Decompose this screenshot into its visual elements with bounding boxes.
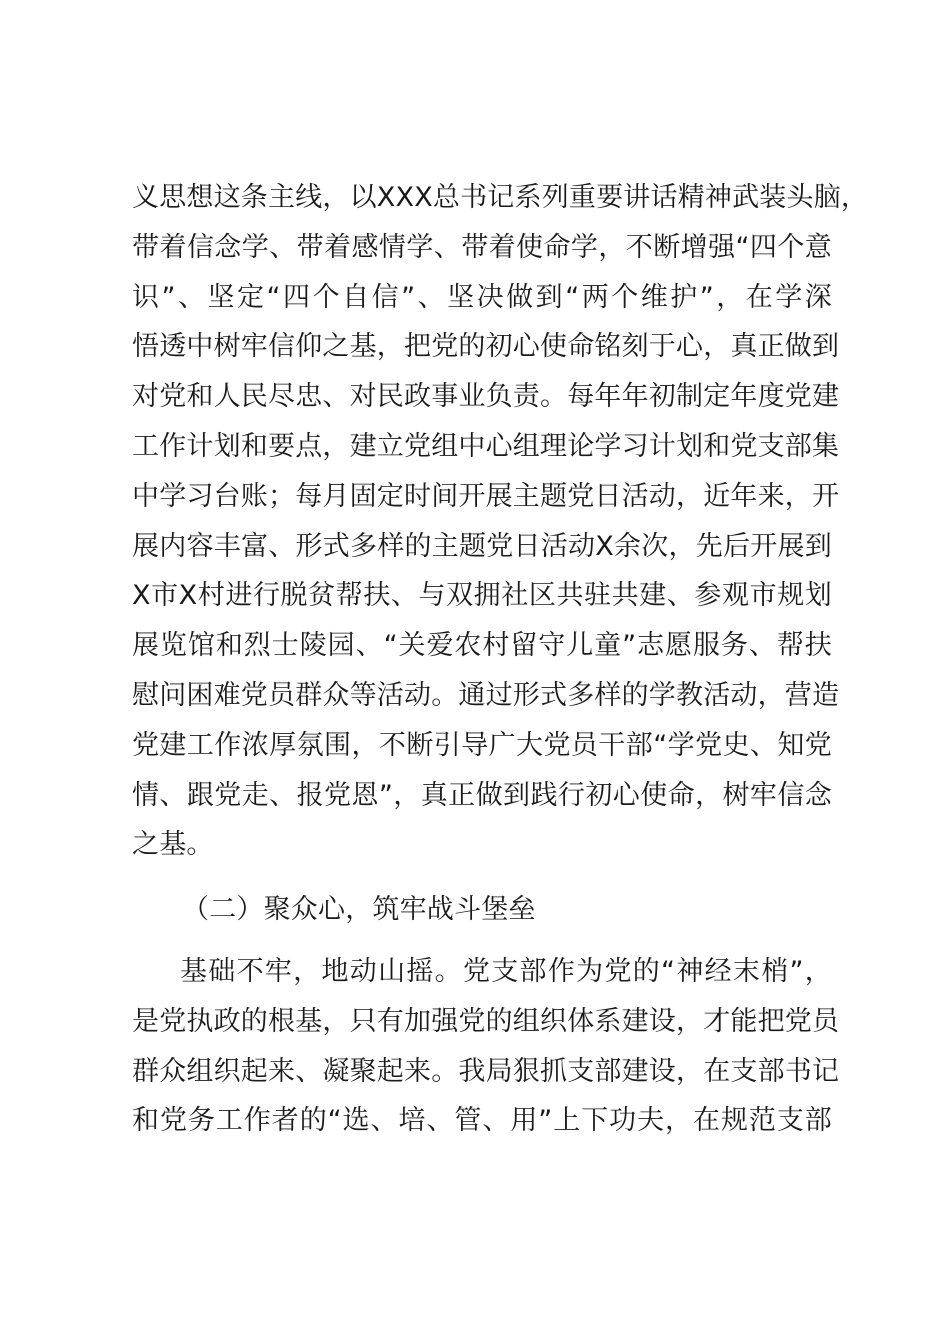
- paragraph-line: 展内容丰富、形式多样的主题党日活动X余次，先后开展到: [132, 530, 832, 562]
- paragraph-line: 基础不牢，地动山摇。党支部作为党的“神经末梢”，: [180, 956, 832, 987]
- section-heading: [182, 885, 822, 935]
- paragraph-line: 中学习台账；每月固定时间开展主题党日活动，近年来，开: [132, 480, 840, 512]
- paragraph-line: 群众组织起来、凝聚起来。我局狠抓支部建设，在支部书记: [132, 1055, 840, 1087]
- section-heading-text: （二）聚众心，筑牢战斗堡垒: [182, 894, 536, 925]
- paragraph-line: 工作计划和要点，建立党组中心组理论学习计划和党支部集: [132, 430, 840, 462]
- paragraph-line: 带着信念学、带着感情学、带着使命学，不断增强“四个意: [132, 231, 832, 263]
- paragraph-line: 展览馆和烈士陵园、“关爱农村留守儿童”志愿服务、帮扶: [132, 630, 832, 662]
- paragraph-line: 之基。: [132, 829, 214, 861]
- paragraph-line: 情、跟党走、报党恩”，真正做到践行初心使命，树牢信念: [132, 779, 832, 811]
- paragraph-line: 义思想这条主线，以XXX总书记系列重要讲话精神武装头脑，: [132, 182, 869, 213]
- paragraph-line: 识”、坚定“四个自信”、坚决做到“两个维护”，在学深: [132, 281, 832, 313]
- paragraph-line: 和党务工作者的“选、培、管、用”上下功夫，在规范支部: [132, 1105, 832, 1137]
- paragraph-line: 是党执政的根基，只有加强党的组织体系建设，才能把党员: [132, 1005, 840, 1037]
- paragraph-line: 悟透中树牢信仰之基，把党的初心使命铭刻于心，真正做到: [132, 331, 840, 363]
- body-paragraph-1: [132, 173, 869, 870]
- body-paragraph-2: [132, 947, 840, 1146]
- paragraph-line: X市X村进行脱贫帮扶、与双拥社区共驻共建、参观市规划: [132, 580, 832, 612]
- paragraph-line: 对党和人民尽忠、对民政事业负责。每年年初制定年度党建: [132, 381, 840, 413]
- paragraph-line: 党建工作浓厚氛围，不断引导广大党员干部“学党史、知党: [132, 729, 832, 761]
- paragraph-line: 慰问困难党员群众等活动。通过形式多样的学教活动，营造: [132, 679, 840, 711]
